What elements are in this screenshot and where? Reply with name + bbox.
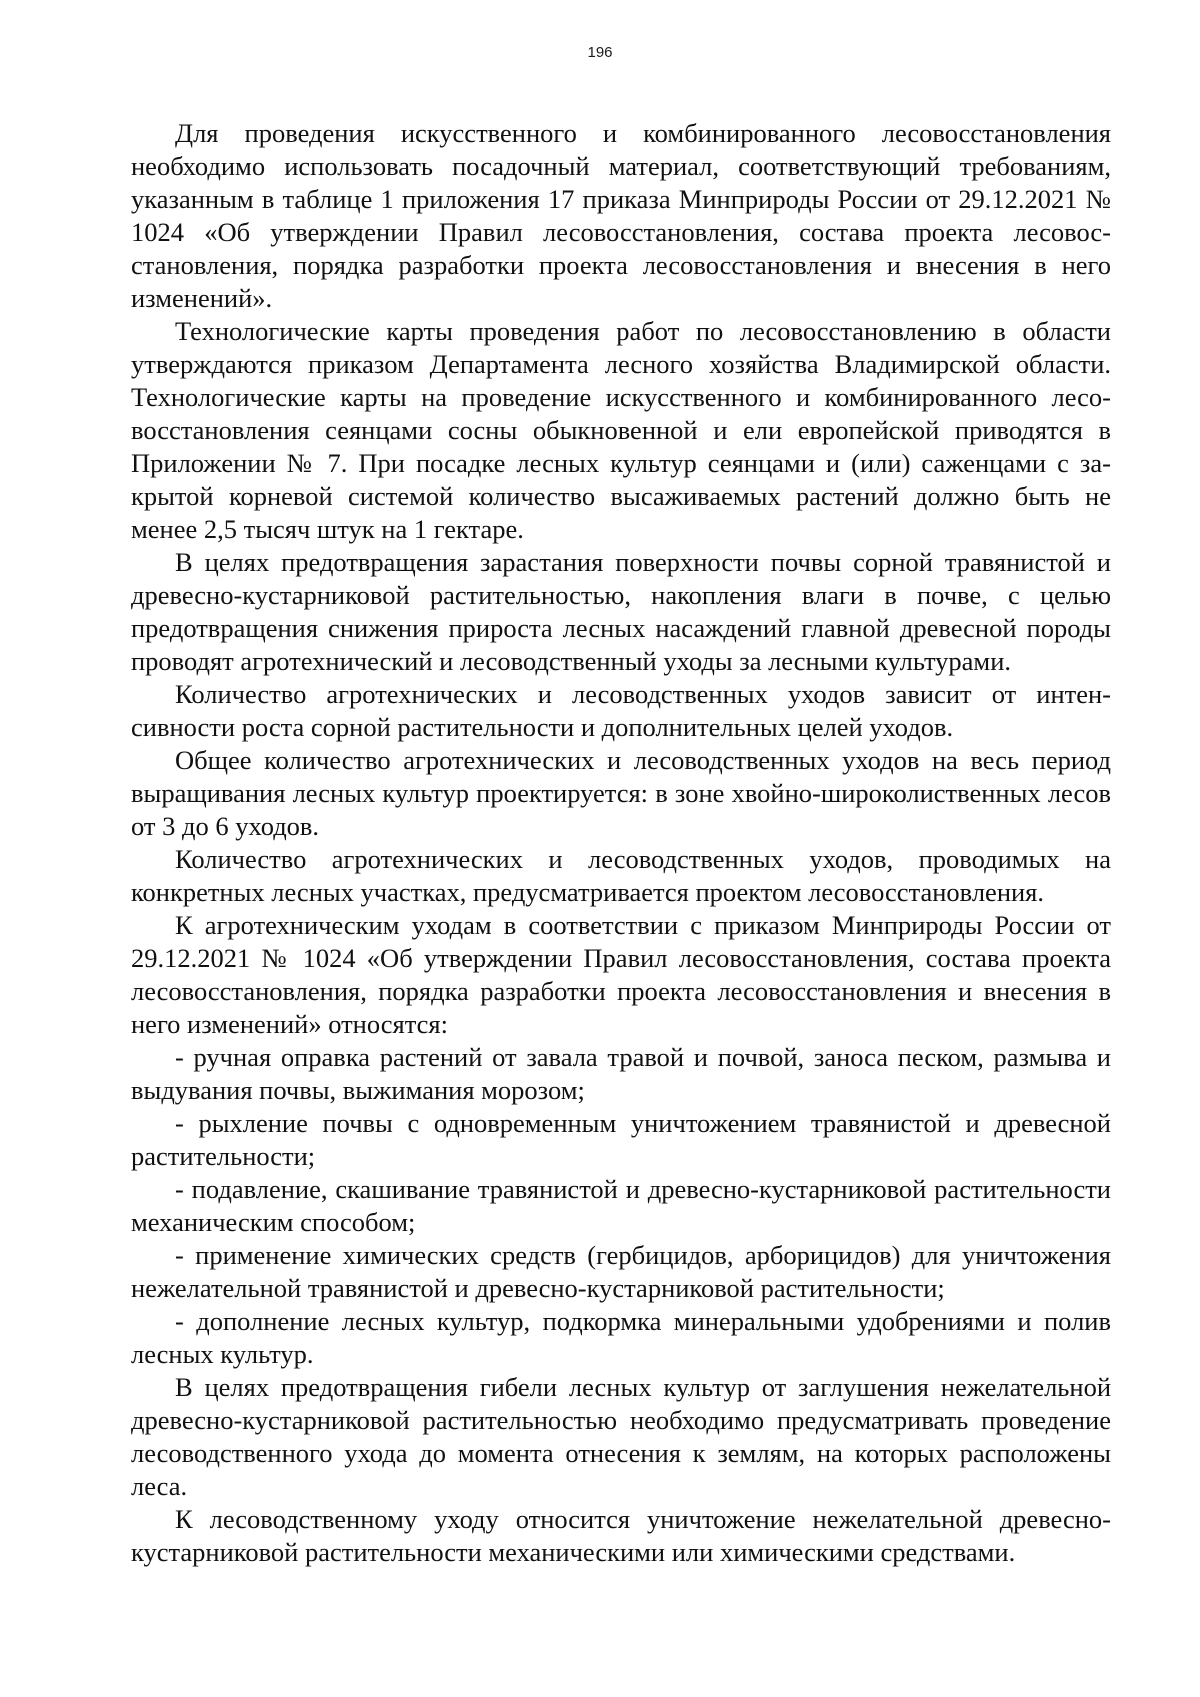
list-item-mowing: - подавление, скашивание травянистой и древесно-кустарниковой растительности механическим способом; — [131, 1174, 1111, 1237]
paragraph-technological-maps: Технологические карты проведения работ по лесовосстановлению в области утверждаются приказом Департамента лесного хозяйства Владимирской области. Технологические карты на проведение искусственного и комбинированного лесовосстановления сеянцами сосны обыкновенной и ели европейской приводятся в Приложении № 7. При посадке лесных культур сеянцами и (или) саженцами с закрытой корневой системой количество высаживаемых растений должно быть не менее 2,5 тысяч штук на 1 гектаре. — [131, 316, 1111, 544]
paragraph-prevention-death: В целях предотвращения гибели лесных культур от заглушения нежелательной древесно-кустарниковой растительностью необходимо предусматривать проведение лесоводственного ухода до момента отнесения к землям, на которых расположены леса. — [131, 1372, 1111, 1501]
list-item-chemicals: - применение химических средств (гербицидов, арборицидов) для уничтожения нежелательной травянистой и древесно-кустарниковой растительности; — [131, 1240, 1111, 1303]
paragraph-silvicultural-care: К лесоводственному уходу относится уничтожение нежелательной древесно-кустарниковой растительности механическими или химическими средствами. — [131, 1504, 1111, 1567]
paragraph-agrotechnical-care-intro: К агротехническим уходам в соответствии с приказом Минприроды России от 29.12.2021 № 1024 «Об утверждении Правил лесовосстановления, состава проекта лесовосстановления, порядка разработки проекта лесовосстановления и внесения в него изменений» относятся: — [131, 910, 1111, 1039]
page-number: 196 — [587, 44, 613, 61]
list-item-soil-loosening: - рыхление почвы с одновременным уничтожением травянистой и древесной растительности; — [131, 1108, 1111, 1171]
paragraph-care-count: Количество агротехнических и лесоводственных уходов зависит от интенсивности роста сорной растительности и дополнительных целей уходов. — [131, 679, 1111, 742]
paragraph-total-care-count: Общее количество агротехнических и лесоводственных уходов на весь период выращивания лесных культур проектируется: в зоне хвойно-широколиственных лесов от 3 до 6 уходов. — [131, 745, 1111, 841]
list-item-supplement-fertilize: - дополнение лесных культур, подкормка минеральными удобрениями и полив лесных культур. — [131, 1306, 1111, 1369]
paragraph-planting-material: Для проведения искусственного и комбинированного лесовосстановления необходимо использовать посадочный материал, соответствующий требованиям, указанным в таблице 1 приложения 17 приказа Минприроды России от 29.12.2021 № 1024 «Об утверждении Правил лесовосстановления, состава проекта лесовосстановления, порядка разработки проекта лесовосстановления и внесения в него изменений». — [131, 118, 1111, 313]
paragraph-prevention-overgrowth: В целях предотвращения зарастания поверхности почвы сорной травянистой и древесно-кустарниковой растительностью, накопления влаги в почве, с целью предотвращения снижения прироста лесных насаждений главной древесной породы проводят агротехнический и лесоводственный уходы за лесными культурами. — [131, 547, 1111, 676]
document-body — [131, 117, 1111, 1569]
paragraph-care-specific-plots: Количество агротехнических и лесоводственных уходов, проводимых на конкретных лесных участках, предусматривается проектом лесовосстановления. — [131, 844, 1111, 907]
list-item-manual-adjustment: - ручная оправка растений от завала травой и почвой, заноса песком, размыва и выдувания почвы, выжимания морозом; — [131, 1042, 1111, 1105]
